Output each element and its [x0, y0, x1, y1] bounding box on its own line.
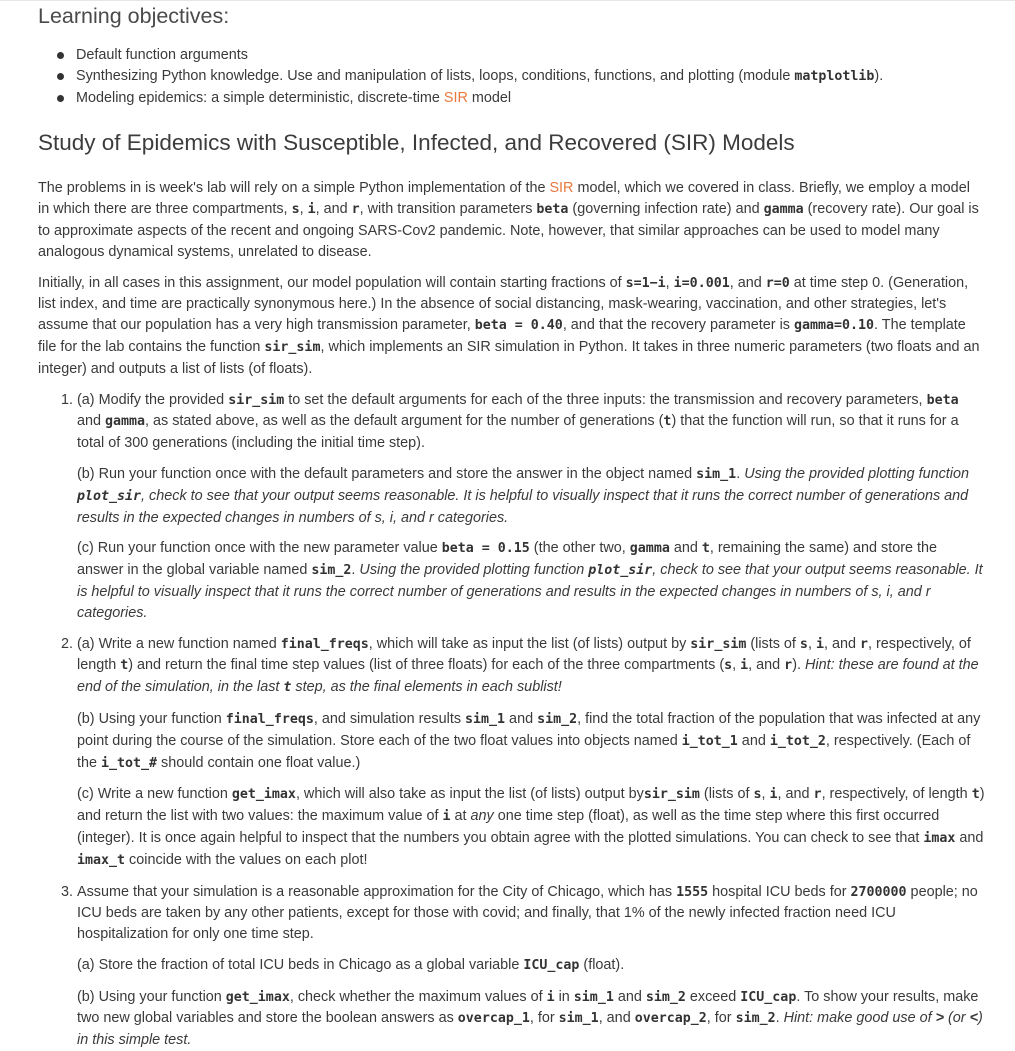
inline-code: gamma: [105, 414, 145, 429]
learning-objectives-heading: Learning objectives:: [38, 0, 985, 30]
question-1c: [77, 538, 985, 623]
text-run: .: [776, 1010, 784, 1026]
question-1: [77, 390, 985, 624]
text-run: Using the provided plotting function: [359, 562, 588, 578]
text-run: (governing infection rate) and: [568, 201, 763, 217]
inline-code: s: [800, 637, 808, 652]
inline-code: beta: [536, 202, 568, 217]
text-run: , respectively, of length: [77, 636, 971, 674]
inline-code: matplotlib: [794, 69, 874, 84]
text-run: exceed: [686, 989, 740, 1005]
inline-code: sim_2: [311, 563, 351, 578]
question-3b: [77, 987, 985, 1051]
text-run: >: [936, 1010, 944, 1026]
text-run: , respectively, of length: [822, 786, 972, 802]
inline-code: i: [816, 637, 824, 652]
inline-code: beta = 0.40: [475, 318, 563, 333]
text-run: , which implements an SIR simulation in Python. It takes in three numeric parameters (two floats and an integer) and outputs a list of lists (of floats).: [38, 339, 980, 377]
inline-code: plot_sir: [588, 563, 652, 578]
inline-code: sir_sim: [644, 787, 700, 802]
inline-code: i: [547, 990, 555, 1005]
inline-code: sim_1: [574, 990, 614, 1005]
text-run: Initially, in all cases in this assignment, our model population will contain starting fractions of: [38, 275, 626, 291]
objective-item: [76, 88, 985, 109]
text-run: in: [555, 989, 574, 1005]
text-run: ,: [300, 201, 308, 217]
text-run: Hint: these are found at the end of the simulation, in the last: [77, 657, 979, 695]
text-run: , with transition parameters: [360, 201, 537, 217]
objective-text: model: [468, 90, 511, 106]
inline-code: ICU_cap: [523, 958, 579, 973]
text-run: <: [970, 1010, 978, 1026]
inline-code: overcap_1: [458, 1011, 530, 1026]
text-run: (the other two,: [530, 540, 630, 556]
text-run: ,: [762, 786, 770, 802]
inline-code: i_tot_2: [770, 734, 826, 749]
text-run: , as stated above, as well as the default argument for the number of generations (: [145, 413, 663, 429]
text-run: and: [670, 540, 702, 556]
text-run: ,: [808, 636, 816, 652]
text-run: , for: [707, 1010, 736, 1026]
inline-code: sim_1: [465, 712, 505, 727]
text-run: Using the provided plotting function: [744, 466, 969, 482]
text-run: , for: [530, 1010, 559, 1026]
inline-code: i_tot_#: [101, 756, 157, 771]
text-run: , check to see that your output seems reasonable. It is helpful to visually inspect that it runs the correct number of generations and results in the expected changes in numbers of s, i, and r categories.: [77, 488, 968, 526]
text-run: any: [471, 808, 494, 824]
inline-code: t: [283, 680, 291, 695]
inline-code: beta: [927, 393, 959, 408]
inline-code: sim_1: [696, 467, 736, 482]
text-run: ).: [792, 657, 805, 673]
inline-code: t: [702, 541, 710, 556]
text-run: (or: [944, 1010, 970, 1026]
text-run: (a) Modify the provided: [77, 392, 228, 408]
text-run: , and: [730, 275, 766, 291]
question-2c: [77, 784, 985, 871]
inline-code: s=1−i: [626, 276, 666, 291]
text-run: coincide with the values on each plot!: [125, 852, 367, 868]
inline-code: get_imax: [226, 990, 290, 1005]
inline-code: i: [443, 809, 451, 824]
text-run: .: [736, 466, 744, 482]
questions-list: [38, 390, 985, 1051]
inline-code: r=0: [766, 276, 790, 291]
objective-text: ).: [874, 68, 883, 84]
inline-code: gamma: [630, 541, 670, 556]
sir-highlight: SIR: [444, 90, 468, 106]
text-run: ,: [732, 657, 740, 673]
text-run: step, as the final elements in each sublist!: [291, 679, 561, 695]
question-1b: [77, 464, 985, 528]
inline-code: r: [784, 658, 792, 673]
inline-code: t: [972, 787, 980, 802]
inline-code: i: [740, 658, 748, 673]
question-3-intro: [77, 882, 985, 945]
inline-code: 1555: [676, 885, 708, 900]
text-run: (recovery rate). Our goal is to approximate aspects of the recent and ongoing SARS-Cov2 pandemic. Note, however, that similar approaches can be used to model many analogous dynamical systems, unrelated to disease.: [38, 201, 979, 260]
text-run: , remaining the same) and store the answer in the global variable named: [77, 540, 937, 578]
inline-code: sim_2: [537, 712, 577, 727]
question-2: [77, 634, 985, 872]
inline-code: imax_t: [77, 853, 125, 868]
text-run: , respectively. (Each of the: [77, 733, 970, 771]
text-run: at time step 0. (Generation, list index, and time are practically synonymous here.) In the absence of social distancing, mask-wearing, vaccination, and other strategies, let's assume that our population has a very high transmission parameter,: [38, 275, 968, 334]
text-run: people; no ICU beds are taken by any other patients, except for those with covid; and finally, that 1% of the newly infected fraction need ICU hospitalization for only one time step.: [77, 884, 978, 943]
text-run: (lists of: [700, 786, 754, 802]
inline-code: final_freqs: [226, 712, 314, 727]
text-run: ) and return the list with two values: the maximum value of: [77, 786, 985, 824]
text-run: and: [614, 989, 646, 1005]
inline-code: r: [860, 637, 868, 652]
text-run: hospital ICU beds for: [708, 884, 850, 900]
inline-code: r: [814, 787, 822, 802]
inline-code: t: [663, 414, 671, 429]
objective-item: [76, 66, 985, 88]
inline-code: get_imax: [232, 787, 296, 802]
text-run: , check to see that your output seems reasonable. It is helpful to visually inspect that it runs the correct number of generations and results in the expected changes in numbers of s, i, and r categories.: [77, 562, 983, 621]
inline-code: sir_sim: [690, 637, 746, 652]
text-run: , and that the recovery parameter is: [563, 317, 794, 333]
text-run: , and: [599, 1010, 635, 1026]
question-1a: [77, 390, 985, 454]
inline-code: t: [120, 658, 128, 673]
inline-code: gamma=0.10: [794, 318, 874, 333]
objective-text: Default function arguments: [76, 47, 248, 63]
text-run: Hint: make good use of: [784, 1010, 936, 1026]
question-2a: [77, 634, 985, 699]
text-run: ,: [666, 275, 674, 291]
text-run: , which will also take as input the list (of lists) output by: [296, 786, 644, 802]
text-run: , and: [824, 636, 860, 652]
inline-code: final_freqs: [281, 637, 369, 652]
text-run: , find the total fraction of the population that was infected at any point during the course of the simulation. Store each of the two float values into objects named: [77, 711, 980, 749]
inline-code: sim_2: [736, 1011, 776, 1026]
inline-code: r: [352, 202, 360, 217]
text-run: , and simulation results: [314, 711, 465, 727]
text-run: model, which we covered in class. Briefly, we employ a model in which there are three compartments,: [38, 180, 970, 217]
inline-code: gamma: [764, 202, 804, 217]
text-run: . The template file for the lab contains the function: [38, 317, 966, 355]
text-run: and: [505, 711, 537, 727]
setup-paragraph: [38, 273, 985, 380]
text-run: (lists of: [746, 636, 800, 652]
text-run: to set the default arguments for each of the three inputs: the transmission and recovery parameters,: [284, 392, 926, 408]
text-run: and: [955, 830, 983, 846]
inline-code: s: [292, 202, 300, 217]
text-run: Assume that your simulation is a reasonable approximation for the City of Chicago, which has: [77, 884, 676, 900]
question-3: [77, 882, 985, 1051]
text-run: one time step (float), as well as the time step where this first occurred (integer). It is once again helpful to inspect that the numbers you obtain agree with the plotted simulations. You can check to see that: [77, 808, 939, 846]
inline-code: 2700000: [851, 885, 907, 900]
inline-code: ICU_cap: [740, 990, 796, 1005]
text-run: at: [451, 808, 471, 824]
inline-code: sir_sim: [264, 340, 320, 355]
inline-code: s: [754, 787, 762, 802]
sir-highlight: SIR: [549, 180, 573, 196]
text-run: and: [77, 413, 105, 429]
objective-text: Synthesizing Python knowledge. Use and manipulation of lists, loops, conditions, functions, and plotting (module: [76, 68, 794, 84]
text-run: and: [738, 733, 770, 749]
text-run: , and: [748, 657, 784, 673]
text-run: . To show your results, make two new global variables and store the boolean answers as: [77, 989, 978, 1027]
objective-item: [76, 45, 985, 66]
text-run: (b) Using your function: [77, 711, 226, 727]
inline-code: sir_sim: [228, 393, 284, 408]
objectives-list: [38, 45, 985, 108]
inline-code: imax: [923, 831, 955, 846]
text-run: (c) Run your function once with the new parameter value: [77, 540, 442, 556]
inline-code: i=0.001: [674, 276, 730, 291]
text-run: (a) Store the fraction of total ICU beds in Chicago as a global variable: [77, 957, 523, 973]
text-run: , which will take as input the list (of lists) output by: [369, 636, 691, 652]
intro-paragraph: [38, 178, 985, 262]
text-run: .: [351, 562, 359, 578]
inline-code: sim_2: [646, 990, 686, 1005]
inline-code: s: [724, 658, 732, 673]
text-run: (float).: [579, 957, 624, 973]
text-run: (c) Write a new function: [77, 786, 232, 802]
text-run: (b) Using your function: [77, 989, 226, 1005]
inline-code: i_tot_1: [682, 734, 738, 749]
question-2b: [77, 709, 985, 774]
inline-code: i: [770, 787, 778, 802]
text-run: ) that the function will run, so that it runs for a total of 300 generations (including the initial time step).: [77, 413, 959, 451]
question-3a: [77, 955, 985, 977]
text-run: , and: [316, 201, 352, 217]
inline-code: overcap_2: [635, 1011, 707, 1026]
inline-code: plot_sir: [77, 489, 141, 504]
text-run: should contain one float value.): [157, 755, 360, 771]
text-run: (b) Run your function once with the default parameters and store the answer in the object named: [77, 466, 696, 482]
text-run: , check whether the maximum values of: [290, 989, 547, 1005]
inline-code: beta = 0.15: [442, 541, 530, 556]
text-run: (a) Write a new function named: [77, 636, 281, 652]
text-run: ) and return the final time step values (list of three floats) for each of the three compartments (: [128, 657, 724, 673]
inline-code: sim_1: [559, 1011, 599, 1026]
inline-code: i: [308, 202, 316, 217]
section-title: Study of Epidemics with Susceptible, Infected, and Recovered (SIR) Models: [38, 128, 985, 158]
text-run: ) in this simple test.: [77, 1010, 983, 1048]
text-run: , and: [778, 786, 814, 802]
text-run: The problems in is week's lab will rely on a simple Python implementation of the: [38, 180, 549, 196]
objective-text: Modeling epidemics: a simple deterministic, discrete-time: [76, 90, 444, 106]
